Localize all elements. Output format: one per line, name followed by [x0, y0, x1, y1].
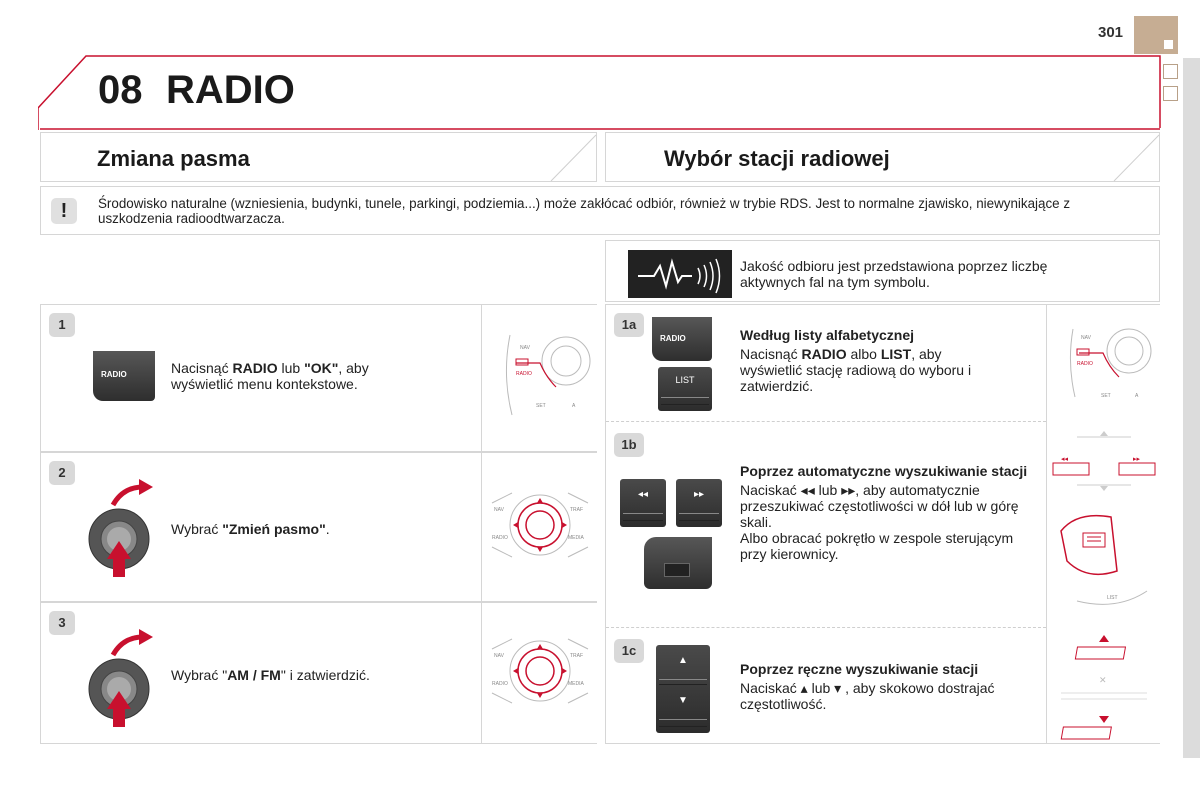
auto-search-text [740, 463, 1030, 562]
auto-search-paragraph-2: Albo obracać pokrętło w zespole sterującym przy kierownicy. [740, 530, 1014, 562]
radio-button-image [93, 351, 155, 401]
band-step-3-text: Wybrać "AM / FM" i zatwierdzić. [171, 667, 370, 683]
svg-text:TRAF: TRAF [570, 653, 584, 659]
control-panel-thumbnail [481, 453, 597, 601]
manual-search-subtitle: Poprzez ręczne wyszukiwanie stacji [740, 661, 979, 677]
control-panel-diagram [482, 603, 598, 743]
signal-text-line-2: aktywnych fal na tym symbolu. [740, 274, 930, 290]
svg-text:▸▸: ▸▸ [1133, 456, 1141, 463]
steering-wheel-button [664, 563, 690, 577]
section-head-left [40, 132, 597, 182]
divider [606, 627, 1046, 628]
control-panel-diagram [482, 453, 598, 601]
svg-text:A: A [572, 403, 576, 409]
steering-control-image [644, 537, 712, 589]
svg-text:RADIO: RADIO [1077, 361, 1093, 367]
signal-text [740, 258, 1140, 290]
auto-search-subtitle: Poprzez automatyczne wyszukiwanie stacji [740, 463, 1028, 479]
chapter-header [38, 52, 1162, 132]
station-steps [605, 304, 1160, 744]
seek-controls-thumbnail [1046, 421, 1160, 627]
svg-text:NAV: NAV [520, 345, 530, 351]
section-title-band: Zmiana pasma [97, 146, 250, 171]
svg-text:✕: ✕ [1099, 675, 1107, 685]
radio-panel-diagram [482, 305, 598, 451]
list-button-image [658, 367, 712, 411]
tune-controls-thumbnail [1046, 627, 1160, 743]
chapter-number: 08 [98, 68, 143, 112]
tune-down-arrow-icon: ▼ [678, 695, 688, 706]
radio-button-image [652, 317, 712, 361]
signal-strength-icon [628, 250, 732, 298]
radio-panel-thumbnail [1046, 305, 1160, 421]
tab-box-1 [1163, 64, 1178, 79]
section-head-right [605, 132, 1160, 182]
section-decor [41, 133, 598, 183]
step-badge: 1c [614, 639, 644, 663]
step-badge: 3 [49, 611, 75, 635]
svg-text:RADIO: RADIO [492, 535, 508, 541]
chapter-title: RADIO [166, 68, 295, 112]
svg-text:NAV: NAV [494, 507, 504, 513]
exclamation-icon: ! [51, 198, 77, 224]
tune-up-arrow-icon: ▲ [678, 655, 688, 666]
page-number: 301 [1098, 24, 1124, 41]
svg-text:NAV: NAV [494, 653, 504, 659]
warning-text: Środowisko naturalne (wzniesienia, budynki, tunele, parkingi, podziemia...) może zakłócać odbiór, również w trybie RDS. Jest to normalne zjawisko, niewynikające z uszkodzenia radioodtwarzacza. [98, 196, 1071, 226]
tab-marker [1164, 40, 1173, 49]
manual-search-paragraph: Naciskać ▴ lub ▾ , aby skokowo dostrajać częstotliwość. [740, 680, 995, 712]
step-badge: 1 [49, 313, 75, 337]
radio-button-label: RADIO [101, 370, 127, 379]
control-panel-thumbnail [481, 603, 597, 743]
tune-buttons-image [656, 645, 710, 733]
list-button-label: LIST [675, 375, 695, 385]
section-decor [606, 133, 1161, 183]
divider [606, 421, 1046, 422]
signal-text-line-1: Jakość odbioru jest przedstawiona poprzez liczbę [740, 258, 1048, 274]
manual-search-text [740, 661, 1030, 712]
svg-text:LIST: LIST [1107, 595, 1118, 601]
band-step-2-text: Wybrać "Zmień pasmo". [171, 521, 330, 537]
alphabetical-list-subtitle: Według listy alfabetycznej [740, 327, 915, 343]
section-title-station: Wybór stacji radiowej [664, 146, 890, 171]
svg-text:TRAF: TRAF [570, 507, 584, 513]
seek-up-button: ▸▸ [676, 479, 722, 527]
step-badge: 1b [614, 433, 644, 457]
chapter-tab [1134, 16, 1178, 54]
tab-box-2 [1163, 86, 1178, 101]
radio-panel-diagram [1047, 305, 1161, 421]
step-badge: 1a [614, 313, 644, 337]
svg-text:MEDIA: MEDIA [568, 681, 584, 687]
svg-text:MEDIA: MEDIA [568, 535, 584, 541]
radio-panel-thumbnail [481, 305, 597, 451]
warning-box [40, 186, 1160, 235]
radio-button-label: RADIO [660, 334, 686, 343]
rotary-knob-icon [83, 475, 163, 585]
svg-text:NAV: NAV [1081, 335, 1091, 341]
svg-text:SET: SET [536, 403, 546, 409]
alphabetical-list-text: Według listy alfabetycznej Nacisnąć RADIO albo LIST, aby wyświetlić stację radiową do wyboru i zatwierdzić. [740, 327, 1030, 394]
tune-controls-diagram [1047, 627, 1161, 745]
seek-down-button: ◂◂ [620, 479, 666, 527]
svg-text:A: A [1135, 393, 1139, 399]
band-step-3 [40, 602, 597, 744]
svg-text:◂◂: ◂◂ [1061, 456, 1069, 463]
band-step-1-text: Nacisnąć RADIO lub "OK", aby wyświetlić menu kontekstowe. [171, 360, 369, 392]
svg-text:RADIO: RADIO [492, 681, 508, 687]
seek-controls-diagram [1047, 421, 1161, 627]
page-edge-strip [1183, 58, 1200, 758]
band-step-1 [40, 304, 597, 452]
step-badge: 2 [49, 461, 75, 485]
band-step-2 [40, 452, 597, 602]
rotary-knob-icon [83, 625, 163, 735]
svg-text:RADIO: RADIO [516, 371, 532, 377]
svg-text:SET: SET [1101, 393, 1111, 399]
auto-search-paragraph-1: Naciskać ◂◂ lub ▸▸, aby automatycznie przeszukiwać częstotliwości w dół lub w górę skali. [740, 482, 1019, 530]
